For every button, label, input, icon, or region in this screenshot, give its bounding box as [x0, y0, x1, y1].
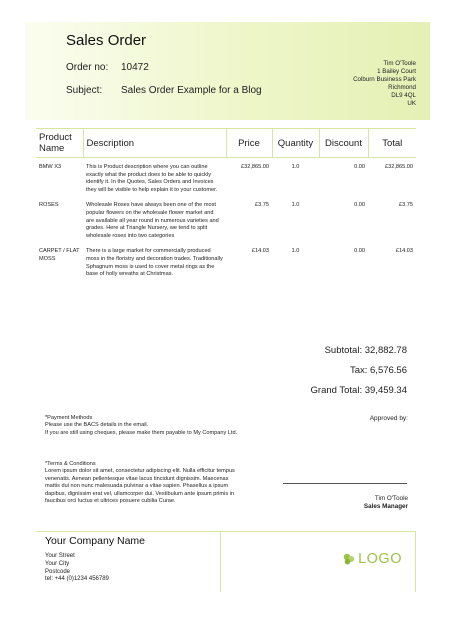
subtotal-line — [325, 345, 407, 356]
product-total: £14.03 — [395, 248, 413, 255]
logo-text: LOGO — [358, 551, 402, 567]
subtotal-value: 32,882.78 — [364, 345, 407, 356]
product-description: Wholesale Roses have always been one of the most popular flowers on the wholesale flower market and are available all year round in numerous varieties and grades. Here at Triangle Nursery, we tend to split wholesale roses into two categories — [86, 202, 219, 239]
tax-value: 6,576.56 — [370, 365, 407, 376]
company-address-line: Postcode — [45, 568, 71, 575]
payment-methods — [45, 415, 240, 437]
product-description: There is a large market for commercially produced moss in the floristry and decoration trades. Traditionally Sphagnum moss is used to cover metal rings as the base of holly wreaths at Christmas. — [86, 248, 223, 278]
address-line: 1 Bailey Court — [377, 68, 416, 75]
customer-address — [353, 60, 416, 108]
payment-line: If you are still using cheques, please make them payable to My Company Ltd. — [45, 429, 238, 436]
payment-line: Please use the BACS details in the email. — [45, 422, 149, 429]
company-address-line: Your Street — [45, 553, 75, 559]
column-header-price: Price — [226, 129, 272, 158]
product-quantity: 1.0 — [291, 248, 300, 255]
tax-label: Tax: — [349, 365, 368, 376]
terms-text: Lorem ipsum dolor sit amet, consectetur adipiscing elit. Nulla efficitur tempus venenatis. Aenean pellentesque vitae lacus tincidunt dignissim. Maecenas mattis dui non nunc malesuada pulvinar a vitae sapien. Phasellus a ipsum dapibus, dignissim erat vel, ullamcorper dui. Vestibulum ante ipsum primis in faucibus orci luctus et ultrices posuere cubilia Curae. — [45, 468, 235, 505]
grand-total-label: Grand Total: — [310, 385, 363, 396]
signer-block — [364, 495, 408, 511]
grand-total-line — [311, 385, 407, 396]
product-total: £32,865.00 — [385, 164, 413, 170]
company-address — [45, 553, 109, 584]
order-number-label: Order no: — [66, 62, 109, 73]
product-discount: 0.00 — [354, 248, 365, 255]
address-line: UK — [407, 100, 416, 107]
column-header-product: Product Name — [36, 129, 83, 158]
signature-line — [283, 483, 407, 484]
subject-text: Sales Order Example for a Blog — [121, 85, 262, 96]
product-name: ROSES — [39, 202, 59, 209]
column-header-discount: Discount — [319, 129, 368, 158]
column-header-quantity: Quantity — [272, 129, 319, 158]
order-number: 10472 — [121, 62, 149, 73]
product-discount: 0.00 — [354, 202, 365, 209]
product-name: CARPET / FLAT MOSS — [39, 248, 80, 262]
product-discount: 0.00 — [354, 164, 365, 170]
address-line: Richmond — [388, 84, 416, 91]
company-name: Your Company Name — [45, 535, 145, 547]
column-header-description: Description — [83, 129, 226, 158]
table-row — [36, 242, 416, 280]
table-header-row — [36, 129, 416, 158]
approved-by-label: Approved by: — [369, 415, 408, 422]
leaf-icon — [342, 552, 356, 566]
subtotal-label: Subtotal: — [324, 345, 363, 356]
address-line: DL9 4QL — [391, 92, 416, 99]
product-price: £32,865.00 — [241, 164, 269, 170]
payment-methods-title: *Payment Methods — [45, 415, 93, 421]
company-phone: tel: +44 (0)1234 456789 — [45, 576, 109, 583]
product-total: £3.75 — [399, 202, 413, 209]
tax-line — [350, 365, 407, 376]
product-price: £14.03 — [251, 248, 269, 255]
company-footer — [36, 531, 416, 592]
terms-title: *Terms & Conditions — [45, 461, 96, 467]
product-name: BMW X3 — [39, 164, 62, 170]
company-logo — [342, 551, 402, 567]
subject-label: Subject: — [66, 85, 103, 96]
product-price: £3.75 — [255, 202, 269, 209]
product-description: This is Product description where you can outline exactly what the product does to be able to quickly identify it. In the Quotes, Sales Orders and Invoices they will be visible to help explain it to your customer. — [86, 164, 218, 193]
footer-divider — [220, 532, 221, 592]
terms-and-conditions — [45, 461, 240, 505]
signer-name: Tim O'Toole — [374, 495, 408, 502]
company-address-line: Your City — [45, 560, 70, 567]
grand-total-value: 39,459.34 — [364, 385, 407, 396]
table-row — [36, 196, 416, 242]
footer-divider — [415, 532, 416, 592]
product-quantity: 1.0 — [291, 202, 300, 209]
address-line: Tim O'Toole — [383, 60, 416, 67]
line-items-table — [36, 128, 416, 281]
document-header — [25, 22, 430, 120]
product-quantity: 1.0 — [291, 164, 300, 170]
page-title: Sales Order — [66, 32, 147, 49]
address-line: Colburn Business Park — [353, 76, 416, 83]
table-row — [36, 158, 416, 197]
column-header-total: Total — [368, 129, 416, 158]
signer-role: Sales Manager — [363, 503, 408, 510]
